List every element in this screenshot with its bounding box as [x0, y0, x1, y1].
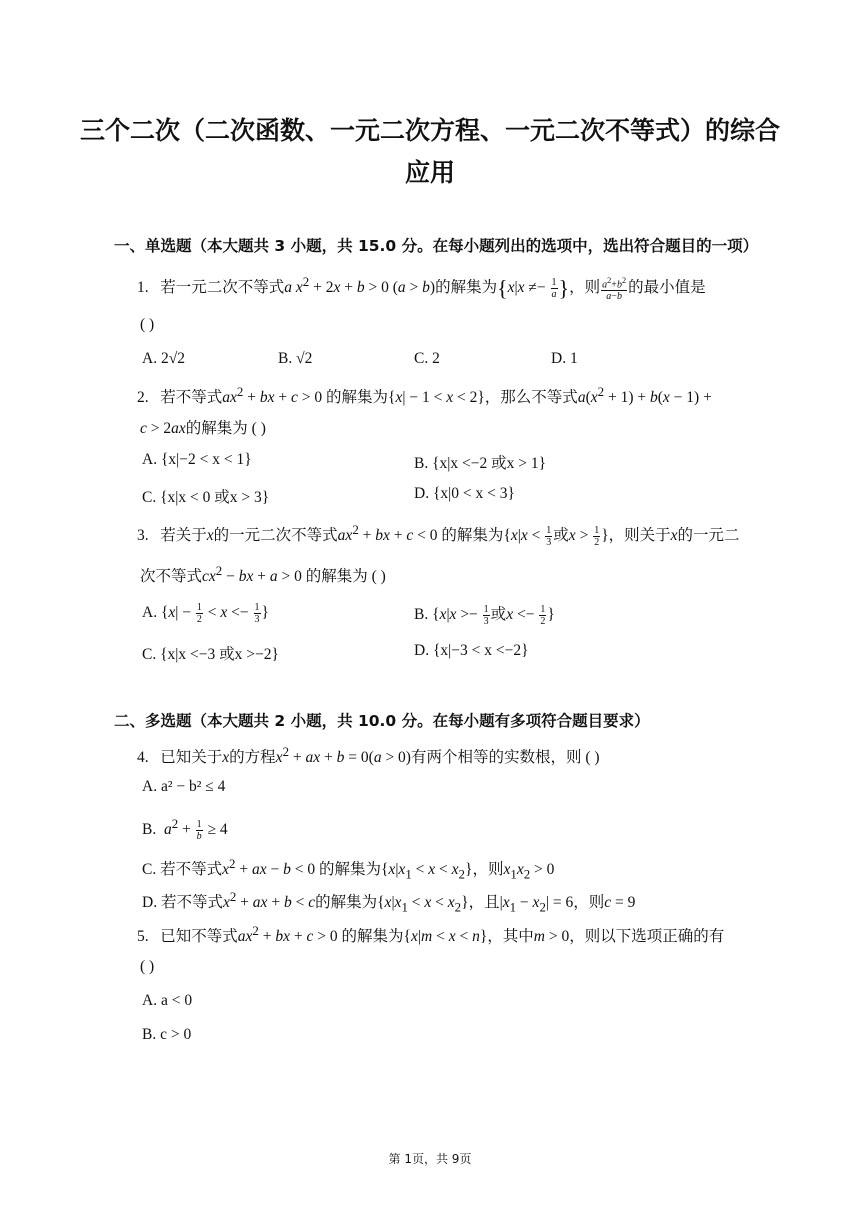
question-4-stem: 4. 已知关于x的方程$x^2$ + ax + b = 0(a > 0)有两个相等的实数根，则 ( ): [137, 744, 600, 767]
q2-option-d[interactable]: D. {x|0 < x < 3}: [414, 485, 515, 502]
page-title-line2: 应用: [404, 158, 455, 187]
q2-option-b[interactable]: B. {x|x <−2 或x > 1}: [414, 455, 547, 472]
q5-option-a[interactable]: A. a < 0: [142, 992, 193, 1009]
page-footer: 第 1页，共 9页: [388, 1152, 472, 1166]
q1-option-c[interactable]: C. 2: [414, 350, 440, 367]
question-1-stem: 1. 若一元二次不等式a $x^2 + 2x + b > 0$ (a > b)的解集为{x|x ≠− $\frac{1}{a}$ }，则 $\frac{a^2+b^2}{a-b}$ 的最小值是: [137, 274, 706, 303]
question-2-stem-cont: c > 2ax的解集为 ( ): [140, 420, 266, 437]
question-5-stem: 5. 已知不等式$ax^2$ + bx + c > 0 的解集为{x|m < x < n}，其中m > 0，则以下选项正确的有: [137, 923, 725, 946]
q4-option-a[interactable]: A. a² − b² ≤ 4: [142, 778, 226, 795]
section-single-choice: 一、单选题（本大题共 3 小题，共 15.0 分。在每小题列出的选项中，选出符合题目的一项）: [114, 237, 759, 255]
question-1-paren: ( ): [140, 316, 155, 333]
q2-option-a[interactable]: A. {x|−2 < x < 1}: [142, 451, 252, 468]
q4-option-d[interactable]: D. 若不等式$x^2$ + ax + b < c的解集为$\{x|x_1 < x < x_2\}$，且$|x_1 - x_2| = 6$，则c = 9: [142, 889, 636, 915]
q1-option-d[interactable]: D. 1: [551, 350, 578, 367]
q4-option-c[interactable]: C. 若不等式$x^2$ + ax − b < 0 的解集为$\{x|x_1 < x < x_2\}$，则$x_1x_2 > 0$: [142, 856, 555, 882]
q3-option-d[interactable]: D. {x|−3 < x <−2}: [414, 642, 529, 659]
q1-option-b[interactable]: B. √2: [278, 350, 313, 367]
page-title-line1: 三个二次（二次函数、一元二次方程、一元二次不等式）的综合: [79, 116, 780, 145]
q5-option-b[interactable]: B. c > 0: [142, 1026, 192, 1043]
q3-option-b[interactable]: B. {x|x >− $\frac{1}{3}$ 或x <− $\frac{1}{2}$ }: [414, 603, 555, 627]
question-2-stem: 2. 若不等式$ax^2$ + bx + c > 0 的解集为{x| − 1 < x < 2}，那么不等式$a(x^2 + 1) + b(x - 1)$ +: [137, 384, 712, 407]
q3-option-c[interactable]: C. {x|x <−3 或x >−2}: [142, 646, 279, 663]
q1-option-a[interactable]: A. 2√2: [142, 350, 185, 367]
section-multi-choice: 二、多选题（本大题共 2 小题，共 10.0 分。在每小题有多项符合题目要求）: [114, 712, 650, 730]
question-5-paren: ( ): [140, 958, 155, 975]
q4-option-b[interactable]: B. $a^2$ + $\frac{1}{b}$ ≥ 4: [142, 816, 228, 843]
q2-option-c[interactable]: C. {x|x < 0 或x > 3}: [142, 489, 270, 506]
q3-option-a[interactable]: A. {x| − $\frac{1}{2}$ < x <− $\frac{1}{3}$ }: [142, 602, 269, 625]
question-3-stem: 3. 若关于x的一元二次不等式$ax^2$ + bx + c < 0 的解集为{x|x < $\frac{1}{3}$ 或x > $\frac{1}{2}$ }，则关于x的一元二: [137, 522, 740, 549]
question-3-stem-cont: 次不等式$cx^2$ − bx + a > 0 的解集为 ( ): [140, 563, 386, 586]
